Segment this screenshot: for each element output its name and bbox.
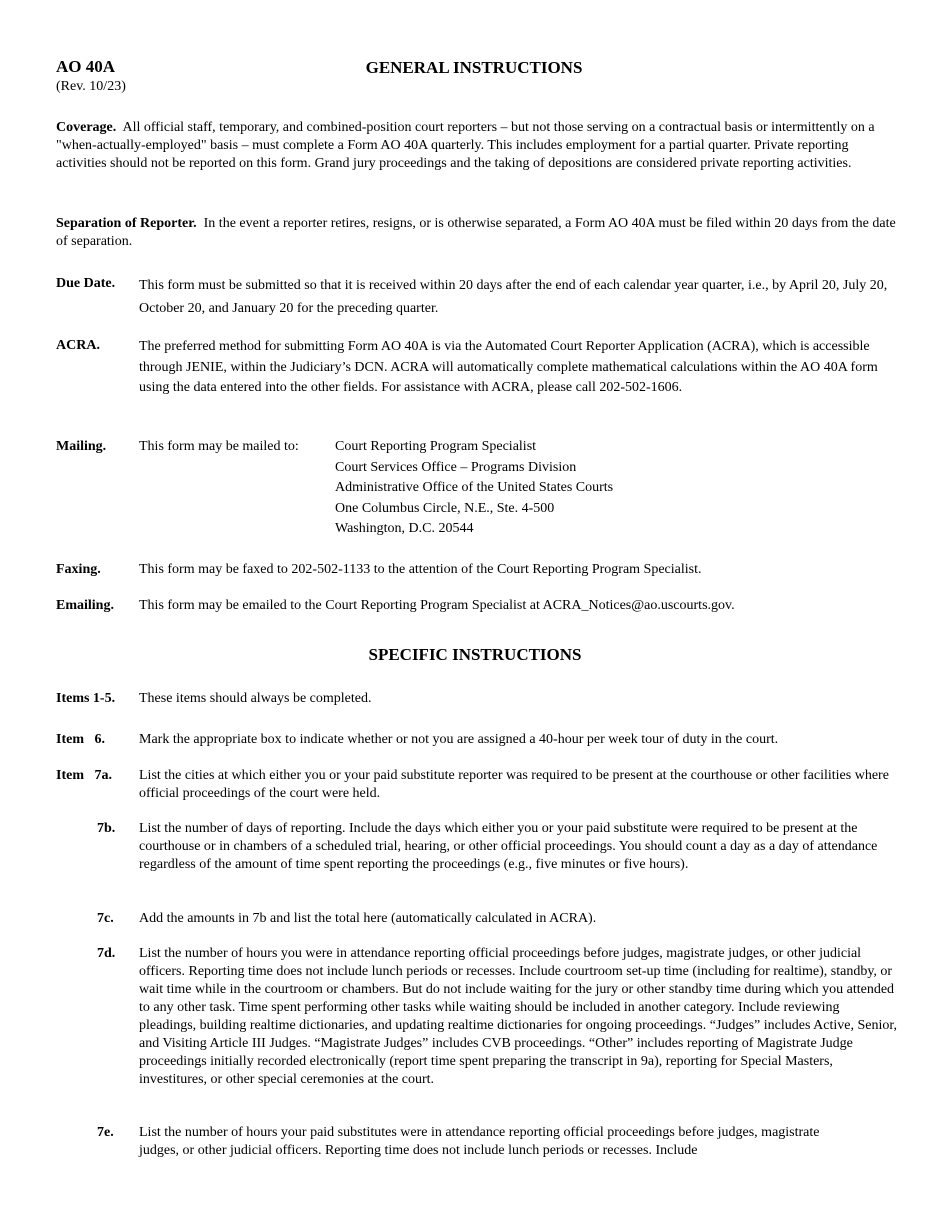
item-7b-label: 7b. [97,821,116,836]
mailing-text: This form may be mailed to: [139,439,299,454]
item-7a-text: List the cities at which either you or your paid substitute reporter was required to be present at the courthouse or other facilities where official proceedings of the court were held. [139,768,889,801]
item-7e-text: List the number of hours your paid substitutes were in attendance reporting official proceedings before judges, magistrate judges, or other judicial officers. Reporting time does not include lunch periods or recesses. Include [139,1125,820,1158]
mailing-label: Mailing. [56,439,107,454]
form-revision: (Rev. 10/23) [56,79,126,94]
emailing-text: This form may be emailed to the Court Reporting Program Specialist at ACRA_Notices@ao.uscourts.gov. [139,598,735,613]
specific-instructions-title: SPECIFIC INSTRUCTIONS [368,645,582,664]
address-line: Administrative Office of the United States Courts [335,480,614,495]
item-7e-label: 7e. [97,1125,114,1140]
general-instructions-title: GENERAL INSTRUCTIONS [365,58,583,77]
coverage-text: All official staff, temporary, and combined-position court reporters – but not those serving on a contractual basis or intermittently on a "when-actually-employed" basis – must complete a Form AO 40A quarterly. This includes employment for a partial quarter. Private reporting activities should not be reported on this form. Grand jury proceedings and the taking of depositions are considered private reporting activities. [56,120,875,171]
address-line: Washington, D.C. 20544 [335,521,474,536]
item-6-text: Mark the appropriate box to indicate whether or not you are assigned a 40-hour per week tour of duty in the court. [139,732,779,747]
address-line: Court Services Office – Programs Division [335,459,577,475]
items-1-5-text: These items should always be completed. [139,691,372,706]
due-date-text: This form must be submitted so that it is received within 20 days after the end of each calendar year quarter, i.e., by April 20, July 20, October 20, and January 20 for the preceding quarter. [139,278,888,316]
item-7d-label: 7d. [97,946,116,961]
separation-text: In the event a reporter retires, resigns, or is otherwise separated, a Form AO 40A must be filed within 20 days from the date of separation. [56,216,896,249]
separation-label: Separation of Reporter. [56,216,197,231]
faxing-label: Faxing. [56,562,101,577]
form-id: AO 40A [56,57,116,76]
item-7c-label: 7c. [97,911,114,926]
item-7a-label: Item 7a. [56,768,112,783]
items-1-5-label: Items 1-5. [56,691,116,706]
coverage-label: Coverage. [56,120,117,135]
faxing-text: This form may be faxed to 202-502-1133 to the attention of the Court Reporting Program Specialist. [139,562,702,577]
acra-label: ACRA. [56,338,100,353]
coverage-paragraph [56,119,896,173]
emailing-label: Emailing. [56,598,114,613]
item-7c-text: Add the amounts in 7b and list the total here (automatically calculated in ACRA). [139,911,597,926]
separation-paragraph [56,215,896,251]
item-7b-text: List the number of days of reporting. Include the days which either you or your paid substitute were required to be present at the courthouse or in chambers of a scheduled trial, hearing, or other official proceedings. You should count a day as a day of attendance regardless of the amount of time spent reporting the proceedings (e.g., five minutes or five hours). [139,821,878,872]
address-line: One Columbus Circle, N.E., Ste. 4-500 [335,500,555,516]
item-6-label: Item 6. [56,732,105,747]
mailing-address [335,437,735,540]
address-line: Court Reporting Program Specialist [335,439,537,454]
acra-text: The preferred method for submitting Form AO 40A is via the Automated Court Reporter Application (ACRA), which is accessible through JENIE, within the Judiciary’s DCN. ACRA will automatically complete mathematical calculations within the AO 40A form using the data entered into the other fields. For assistance with ACRA, please call 202-502-1606. [139,339,878,395]
item-7d-text: List the number of hours you were in attendance reporting official proceedings before judges, magistrate judges, or other judicial officers. Reporting time does not include lunch periods or recesses. Include courtroom set-up time (including for realtime), standby, or wait time while in the courtroom or chambers. But do not include waiting for the jury or other standby time during which you attended to any other task. Time spent performing other tasks while waiting should be included in another category. Include reviewing pleadings, building realtime dictionaries, and updating realtime dictionaries for ongoing proceedings. “Judges” includes Active, Senior, and Visiting Article III Judges. “Magistrate Judges” includes CVB proceedings. “Other” includes reporting of Magistrate Judge proceedings initially recorded electronically (report time spent preparing the transcript in 9a), reporting for Special Masters, investitures, or other special ceremonies at the court. [139,946,897,1087]
due-date-label: Due Date. [56,276,116,291]
